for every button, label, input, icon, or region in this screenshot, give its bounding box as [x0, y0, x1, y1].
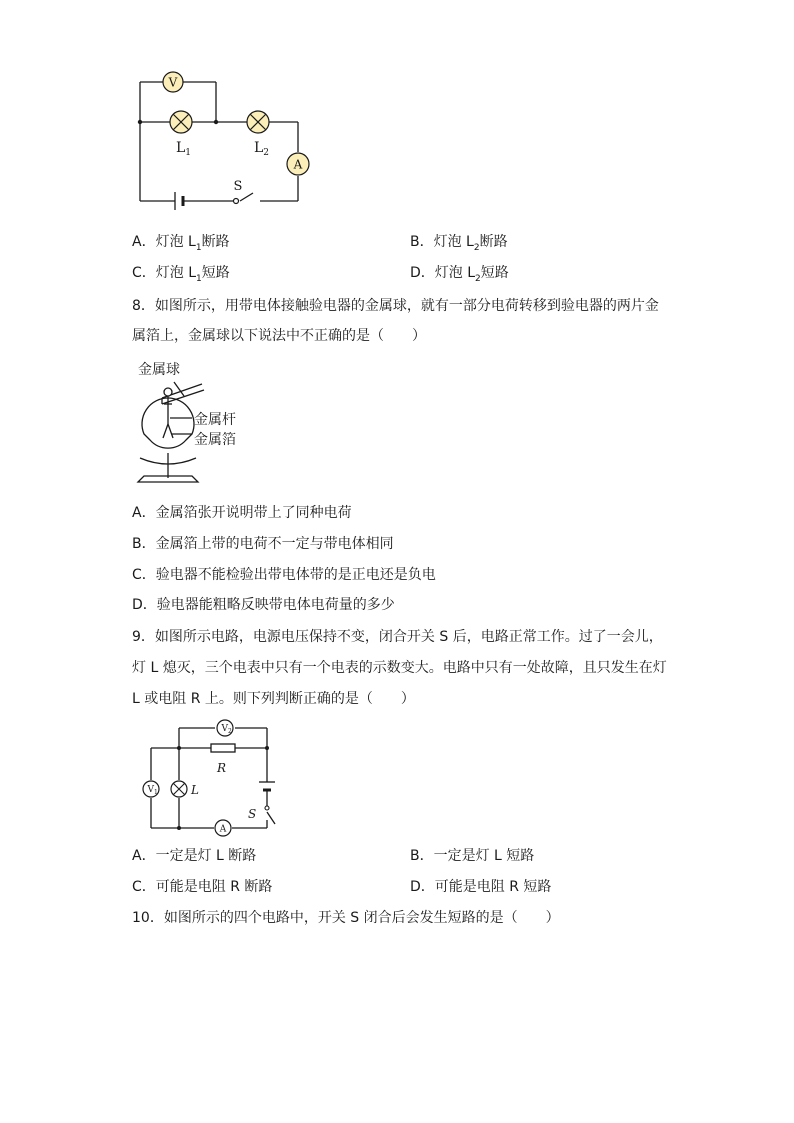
q9-option-b: B．一定是灯 L 短路	[410, 848, 535, 864]
label-metal-ball: 金属球	[138, 362, 180, 378]
switch-label: S	[233, 179, 243, 194]
electroscope-diagram	[132, 358, 262, 490]
ammeter-q9-label: A	[219, 824, 227, 835]
voltmeter-v2-label: $V_2$	[221, 724, 232, 735]
q10-stem-line-1: 10．如图所示的四个电路中，开关 S 闭合后会发生短路的是（ ）	[132, 910, 560, 926]
q8-stem-line-1: 8．如图所示，用带电体接触验电器的金属球，就有一部分电荷转移到验电器的两片金	[132, 298, 659, 314]
q8-option-a: A．金属箔张开说明带上了同种电荷	[132, 505, 352, 521]
q9-option-a: A．一定是灯 L 断路	[132, 848, 257, 864]
lamp-l1-icon	[170, 111, 192, 133]
lamp-l-icon	[171, 781, 187, 797]
voltmeter-v2-icon	[217, 720, 233, 736]
voltmeter-icon	[163, 72, 183, 92]
q7-option-a: A．灯泡 $L_1$断路	[132, 234, 230, 253]
lamp-l-label: L	[191, 783, 199, 797]
lamp-l1-label: $L_1$	[176, 140, 192, 158]
circuit-diagram-q7	[130, 66, 320, 216]
q7-option-d: D．灯泡 $L_2$短路	[410, 265, 509, 284]
q7-option-b: B．灯泡 $L_2$断路	[410, 234, 508, 253]
ammeter-q9-icon	[215, 820, 231, 836]
q8-stem-line-2: 属箔上，金属球以下说法中不正确的是（ ）	[132, 328, 426, 344]
ammeter-label: A	[293, 157, 303, 172]
voltmeter-label: V	[168, 75, 178, 90]
switch-q9-label: S	[248, 807, 257, 821]
lamp-l2-label: $L_2$	[254, 140, 270, 158]
q7-option-c: C．灯泡 $L_1$短路	[132, 265, 230, 284]
ammeter-icon	[287, 153, 309, 175]
label-metal-rod: 金属杆	[194, 412, 236, 428]
resistor-label: R	[217, 761, 227, 775]
q9-stem-line-2: 灯 L 熄灭，三个电表中只有一个电表的示数变大。电路中只有一处故障，且只发生在灯	[132, 660, 667, 676]
voltmeter-v1-label: $V_1$	[147, 785, 158, 796]
q9-stem-line-1: 9．如图所示电路，电源电压保持不变，闭合开关 S 后，电路正常工作。过了一会儿，	[132, 629, 663, 645]
q9-stem-line-3: L 或电阻 R 上。则下列判断正确的是（ ）	[132, 691, 415, 707]
circuit-diagram-q9	[135, 718, 285, 842]
lamp-l2-icon	[247, 111, 269, 133]
voltmeter-v1-icon	[143, 781, 159, 797]
label-metal-foil: 金属箔	[194, 432, 236, 448]
q8-option-b: B．金属箔上带的电荷不一定与带电体相同	[132, 536, 394, 552]
q9-option-d: D．可能是电阻 R 短路	[410, 879, 552, 895]
q8-option-c: C．验电器不能检验出带电体带的是正电还是负电	[132, 567, 436, 583]
q9-option-c: C．可能是电阻 R 断路	[132, 879, 273, 895]
q8-option-d: D．验电器能粗略反映带电体电荷量的多少	[132, 597, 395, 613]
